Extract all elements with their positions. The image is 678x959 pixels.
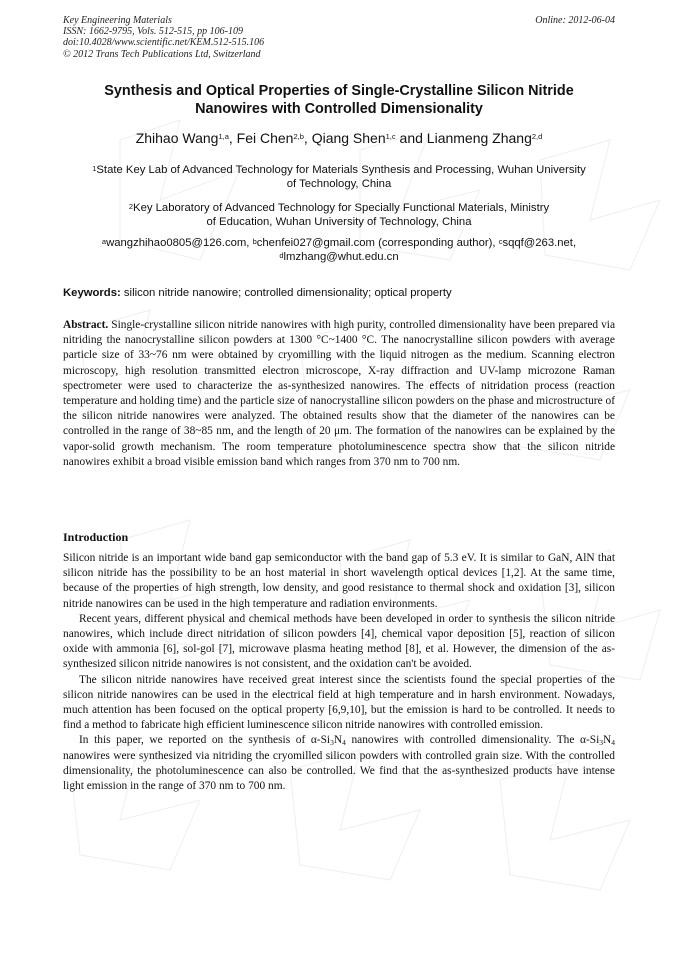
journal-name: Key Engineering Materials	[63, 15, 172, 26]
keywords-line	[63, 286, 623, 300]
intro-paragraph-2: Recent years, different physical and chemical methods have been developed in order to synthesis the silicon nitride nanowires, which include direct nitridation of silicon powders [4], chemical vapor deposition [5], reaction of silicon oxide with ammonia [6], sol-gol [7], microwave plasma heating method [8], et al. However, the dimension of the as-synthesized silicon nitride nanowires is not consistent, and the oxidation can't be avoided.	[63, 612, 615, 671]
affiliation-number: 2	[128, 202, 134, 211]
affiliation-line: State Key Lab of Advanced Technology for Materials Synthesis and Processing, Wuhan University	[96, 164, 586, 176]
section-heading-introduction: Introduction	[63, 530, 129, 544]
author-list	[40, 129, 638, 147]
author-superscript: 2,d	[531, 132, 543, 141]
doi-line: doi:10.4028/www.scientific.net/KEM.512-515.106	[63, 37, 265, 49]
subscript: 3	[330, 738, 334, 748]
copyright-line: © 2012 Trans Tech Publications Ltd, Switzerland	[63, 48, 261, 60]
affiliation-number: 1	[92, 164, 97, 173]
email-address[interactable]: wangzhihao0805@126.com,	[106, 237, 253, 249]
subscript: 3	[599, 738, 604, 748]
author-separator: ,	[303, 130, 312, 146]
affiliation-line: of Technology, China	[286, 178, 392, 191]
author-superscript: 1,a	[218, 132, 229, 141]
text-run: nanowires were synthesized via nitriding the cryomilled silicon powders with controlled grain size. With the controlled dimensionality, the photoluminescence can also be controlled. We find that the as-synthesized products have intense light emission in the range of 370 nm to 700 nm.	[63, 749, 615, 793]
affiliation-1	[55, 163, 623, 192]
affiliation-line: of Education, Wuhan University of Technology, China	[206, 216, 472, 229]
email-address[interactable]: chenfei027@gmail.com (corresponding author),	[256, 237, 499, 249]
intro-paragraph-3: The silicon nitride nanowires have received great interest since the scientists found the special properties of the silicon nitride nanowires can be used in the electrical field at high temperature and in harsh environment. Nowadays, much attention has been focused on the optical property [6,9,10], but the emission is hard to be controlled. It needs to find a method to fabricate high efficient luminescence silicon nitride nanowires with controlled emission.	[63, 673, 615, 732]
author-separator: ,	[228, 130, 237, 146]
affiliation-2	[85, 201, 593, 230]
text-run: N	[333, 734, 343, 747]
author-name: Lianmeng Zhang	[426, 130, 532, 146]
text-run: In this paper, we reported on the synthesis of α-Si	[79, 734, 331, 747]
email-address[interactable]: lmzhang@whut.edu.cn	[283, 251, 399, 263]
author-separator: and	[395, 130, 427, 146]
paper-title	[70, 82, 608, 118]
author-emails	[63, 236, 615, 264]
introduction-body	[63, 551, 615, 794]
intro-paragraph-1: Silicon nitride is an important wide band gap semiconductor with the band gap of 5.3 eV. It is similar to GaN, AlN that silicon nitride has the possibility to be an host material in short wavelength optical devices [1,2]. At the same time, because of the properties of high strength, low density, and good resistance to thermal shock and oxidation [3], silicon nitride nanowires can be used in the high temperature and radiation environments.	[63, 552, 615, 610]
email-superscript: b	[252, 237, 257, 246]
email-superscript: c	[498, 237, 503, 246]
abstract-text: Single-crystalline silicon nitride nanowires with high purity, controlled dimensionality have been prepared via nitriding the nanocrystalline silicon powders at 1300 °C~1400 °C. The nanocrystalline silicon powders with average particle size of 33~76 nm were obtained by cryomilling with the liquid nitrogen as the medium. Scanning electron microscopy, high resolution transmitted electron microscope, X-ray diffraction and UV-lamp microzone Raman spectrometer were used to characterize the as-synthesized nanowires. The effects of nitridation process (reaction temperature and holding time) and the particle size of nanocrystalline silicon powders on the phase and microstructure of the silicon nitride nanowires were analyzed. The obtained results show that the diameter of the nanowires can be controlled in the range of 38~85 nm, and the length of 20 μm. The formation of the nanowires can be explained by the vapor-solid growth mechanism. The room temperature photoluminescence spectra show that the silicon nitride nanowires exhibit a broad visible emission band which ranges from 370 nm to 700 nm.	[63, 319, 615, 468]
email-address[interactable]: sqqf@263.net,	[502, 237, 577, 249]
online-date: Online: 2012-06-04	[535, 15, 615, 26]
text-run: nanowires with controlled dimensionality. The α-Si	[345, 734, 600, 747]
email-superscript: d	[279, 251, 284, 260]
text-run: N	[603, 734, 612, 747]
issn-line: ISSN: 1662-9795, Vols. 512-515, pp 106-109	[63, 26, 243, 38]
affiliation-line: Key Laboratory of Advanced Technology for Specially Functional Materials, Ministry	[133, 202, 550, 214]
subscript: 4	[342, 738, 346, 748]
author-name: Qiang Shen	[311, 130, 386, 146]
keywords-label: Keywords:	[63, 287, 121, 299]
journal-metadata	[63, 15, 264, 60]
author-superscript: 2,b	[293, 132, 304, 141]
email-superscript: a	[101, 237, 107, 246]
author-name: Zhihao Wang	[135, 130, 219, 146]
intro-paragraph-4	[63, 733, 615, 794]
author-name: Fei Chen	[236, 130, 294, 146]
author-superscript: 1,c	[385, 132, 396, 141]
abstract-label: Abstract.	[63, 319, 109, 331]
title-line-1: Synthesis and Optical Properties of Single-Crystalline Silicon Nitride	[104, 83, 574, 99]
title-line-2: Nanowires with Controlled Dimensionality	[195, 101, 483, 117]
subscript: 4	[611, 738, 616, 748]
keywords-text: silicon nitride nanowire; controlled dimensionality; optical property	[120, 287, 452, 299]
abstract-paragraph	[63, 318, 615, 470]
